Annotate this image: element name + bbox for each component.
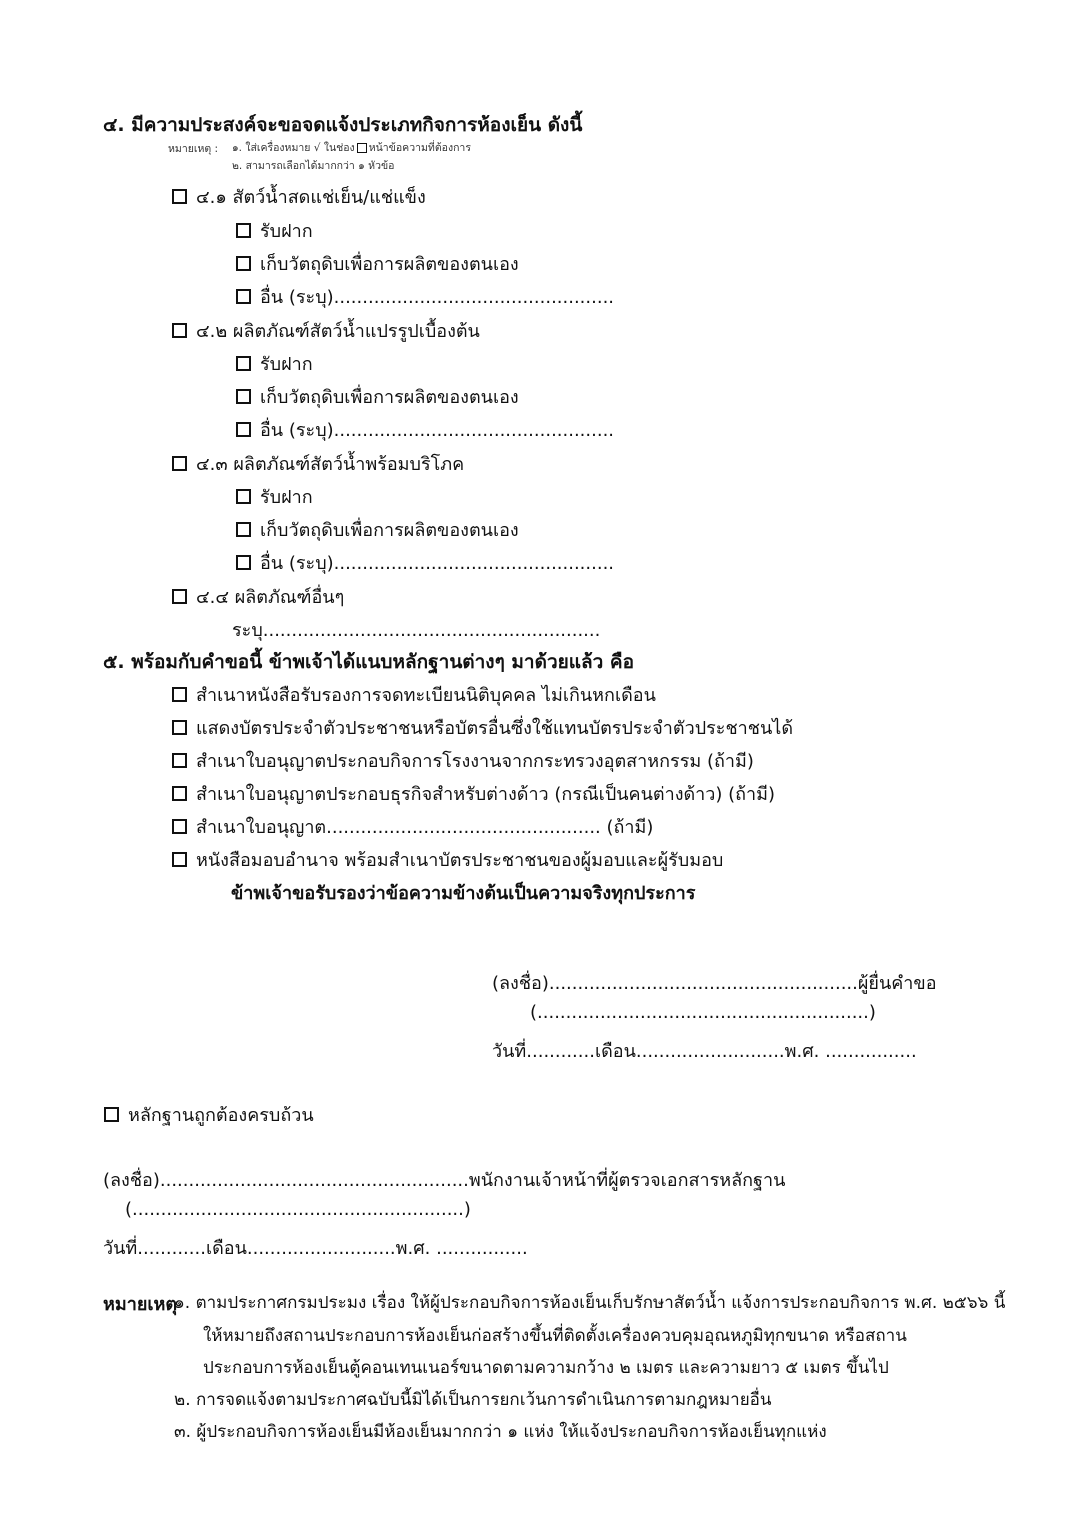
option-4-2-label: ๔.๒ ผลิตภัณฑ์สัตว์น้ำแปรรูปเบื้องต้น: [196, 321, 480, 342]
checkbox-attachment-5[interactable]: [172, 819, 187, 834]
officer-signature-line[interactable]: (ลงชื่อ)......................................................พนักงานเจ้าหน้าที่ผู้ตรวจเอกสารหลักฐาน: [103, 1170, 786, 1191]
footnote-line-3: ประกอบการห้องเย็นตู้คอนเทนเนอร์ขนาดตามความกว้าง ๒ เมตร และความยาว ๕ เมตร ขึ้นไป: [203, 1358, 889, 1378]
attachment-item: [172, 845, 723, 874]
checkbox-4-2-b[interactable]: [236, 389, 251, 404]
checkbox-4-3[interactable]: [172, 456, 187, 471]
footnote-label: หมายเหตุ: [103, 1294, 178, 1315]
officer-date-line[interactable]: วันที่............เดือน..........................พ.ศ. ................: [103, 1238, 528, 1259]
attachment-item: [172, 713, 793, 742]
attachment-item: [172, 680, 656, 709]
attachment-item: [172, 746, 754, 775]
option-4-1-sub: [236, 282, 614, 311]
attachment-item: [172, 812, 653, 841]
checkbox-4-3-a[interactable]: [236, 489, 251, 504]
option-4-1-label: ๔.๑ สัตว์น้ำสดแช่เย็น/แช่แข็ง: [196, 187, 426, 208]
evidence-complete-label: หลักฐานถูกต้องครบถ้วน: [128, 1105, 314, 1126]
option-4-4-specify[interactable]: ระบุ...........................................................: [232, 620, 601, 641]
attachment-label: สำเนาใบอนุญาต................................................ (ถ้ามี): [196, 817, 654, 838]
option-4-2-sub: [236, 349, 313, 378]
applicant-signature-line[interactable]: (ลงชื่อ)......................................................ผู้ยื่นคำขอ: [492, 973, 937, 994]
checkbox-4-3-c[interactable]: [236, 555, 251, 570]
checkbox-attachment-4[interactable]: [172, 786, 187, 801]
option-4-3-sub: [236, 515, 519, 544]
footnote-line-4: ๒. การจดแจ้งตามประกาศฉบับนี้มิได้เป็นการยกเว้นการดำเนินการตามกฎหมายอื่น: [174, 1390, 772, 1410]
applicant-date-line[interactable]: วันที่............เดือน..........................พ.ศ. ................: [492, 1041, 917, 1062]
attachment-label: สำเนาหนังสือรับรองการจดทะเบียนนิติบุคคล ไม่เกินหกเดือน: [196, 685, 656, 706]
option-label: เก็บวัตถุดิบเพื่อการผลิตของตนเอง: [260, 520, 519, 541]
checkbox-4-2[interactable]: [172, 323, 187, 338]
officer-name-line[interactable]: (..........................................................): [125, 1199, 471, 1220]
section5-heading: ๕. พร้อมกับคำขอนี้ ข้าพเจ้าได้แนบหลักฐานต่างๆ มาด้วยแล้ว คือ: [103, 651, 635, 673]
checkbox-4-3-b[interactable]: [236, 522, 251, 537]
option-4-2-sub: [236, 382, 519, 411]
option-label: อื่น (ระบุ).................................................: [260, 553, 615, 574]
footnote-line-5: ๓. ผู้ประกอบกิจการห้องเย็นมีห้องเย็นมากกว่า ๑ แห่ง ให้แจ้งประกอบกิจการห้องเย็นทุกแห่ง: [174, 1422, 827, 1442]
checkbox-attachment-2[interactable]: [172, 720, 187, 735]
section4-note-1: [232, 139, 471, 156]
option-label: รับฝาก: [260, 354, 313, 375]
option-label: เก็บวัตถุดิบเพื่อการผลิตของตนเอง: [260, 387, 519, 408]
note-1a: ๑. ใส่เครื่องหมาย √ ในช่อง: [232, 142, 355, 154]
attachment-label: สำเนาใบอนุญาตประกอบธุรกิจสำหรับต่างด้าว (กรณีเป็นคนต่างด้าว) (ถ้ามี): [196, 784, 776, 805]
option-label: เก็บวัตถุดิบเพื่อการผลิตของตนเอง: [260, 254, 519, 275]
option-4-3-sub: [236, 482, 313, 511]
checkbox-4-1-c[interactable]: [236, 289, 251, 304]
footnote-line-1: ๑. ตามประกาศกรมประมง เรื่อง ให้ผู้ประกอบกิจการห้องเย็นเก็บรักษาสัตว์น้ำ แจ้งการประกอบกิจการ พ.ศ. ๒๕๖๖ นี้: [174, 1293, 1006, 1313]
checkbox-evidence-complete[interactable]: [104, 1107, 119, 1122]
option-4-1-sub: [236, 216, 313, 245]
option-label: รับฝาก: [260, 221, 313, 242]
section4-note-2: ๒. สามารถเลือกได้มากกว่า ๑ หัวข้อ: [232, 160, 395, 172]
checkbox-4-2-a[interactable]: [236, 356, 251, 371]
checkbox-sample-icon: [357, 143, 367, 153]
certification-statement: ข้าพเจ้าขอรับรองว่าข้อความข้างต้นเป็นความจริงทุกประการ: [231, 883, 696, 904]
option-label: อื่น (ระบุ).................................................: [260, 420, 615, 441]
option-4-1: [172, 182, 426, 211]
checkbox-4-1[interactable]: [172, 189, 187, 204]
attachment-item: [172, 779, 775, 808]
option-4-2-sub: [236, 415, 614, 444]
checkbox-attachment-1[interactable]: [172, 687, 187, 702]
option-4-4: [172, 582, 344, 611]
section4-heading: ๔. มีความประสงค์จะขอจดแจ้งประเภทกิจการห้องเย็น ดังนี้: [103, 114, 583, 136]
option-4-1-sub: [236, 249, 519, 278]
section4-note-label: หมายเหตุ :: [168, 143, 219, 155]
attachment-label: แสดงบัตรประจำตัวประชาชนหรือบัตรอื่นซึ่งใช้แทนบัตรประจำตัวประชาชนได้: [196, 718, 794, 739]
checkbox-attachment-3[interactable]: [172, 753, 187, 768]
footnote-line-2: ให้หมายถึงสถานประกอบการห้องเย็นก่อสร้างขึ้นที่ติดตั้งเครื่องควบคุมอุณหภูมิทุกขนาด หรือสถาน: [203, 1326, 907, 1346]
checkbox-4-2-c[interactable]: [236, 422, 251, 437]
option-4-4-label: ๔.๔ ผลิตภัณฑ์อื่นๆ: [196, 587, 345, 608]
evidence-complete: [104, 1100, 314, 1129]
checkbox-4-1-a[interactable]: [236, 223, 251, 238]
attachment-label: สำเนาใบอนุญาตประกอบกิจการโรงงานจากกระทรวงอุตสาหกรรม (ถ้ามี): [196, 751, 754, 772]
option-label: อื่น (ระบุ).................................................: [260, 287, 615, 308]
attachment-label: หนังสือมอบอำนาจ พร้อมสำเนาบัตรประชาชนของผู้มอบและผู้รับมอบ: [196, 850, 724, 871]
option-4-3: [172, 449, 464, 478]
option-4-2: [172, 316, 480, 345]
note-1b: หน้าข้อความที่ต้องการ: [368, 142, 471, 154]
checkbox-4-1-b[interactable]: [236, 256, 251, 271]
option-4-3-label: ๔.๓ ผลิตภัณฑ์สัตว์น้ำพร้อมบริโภค: [196, 454, 465, 475]
option-4-3-sub: [236, 548, 614, 577]
applicant-name-line[interactable]: (..........................................................): [530, 1002, 876, 1023]
checkbox-attachment-6[interactable]: [172, 852, 187, 867]
option-label: รับฝาก: [260, 487, 313, 508]
checkbox-4-4[interactable]: [172, 589, 187, 604]
